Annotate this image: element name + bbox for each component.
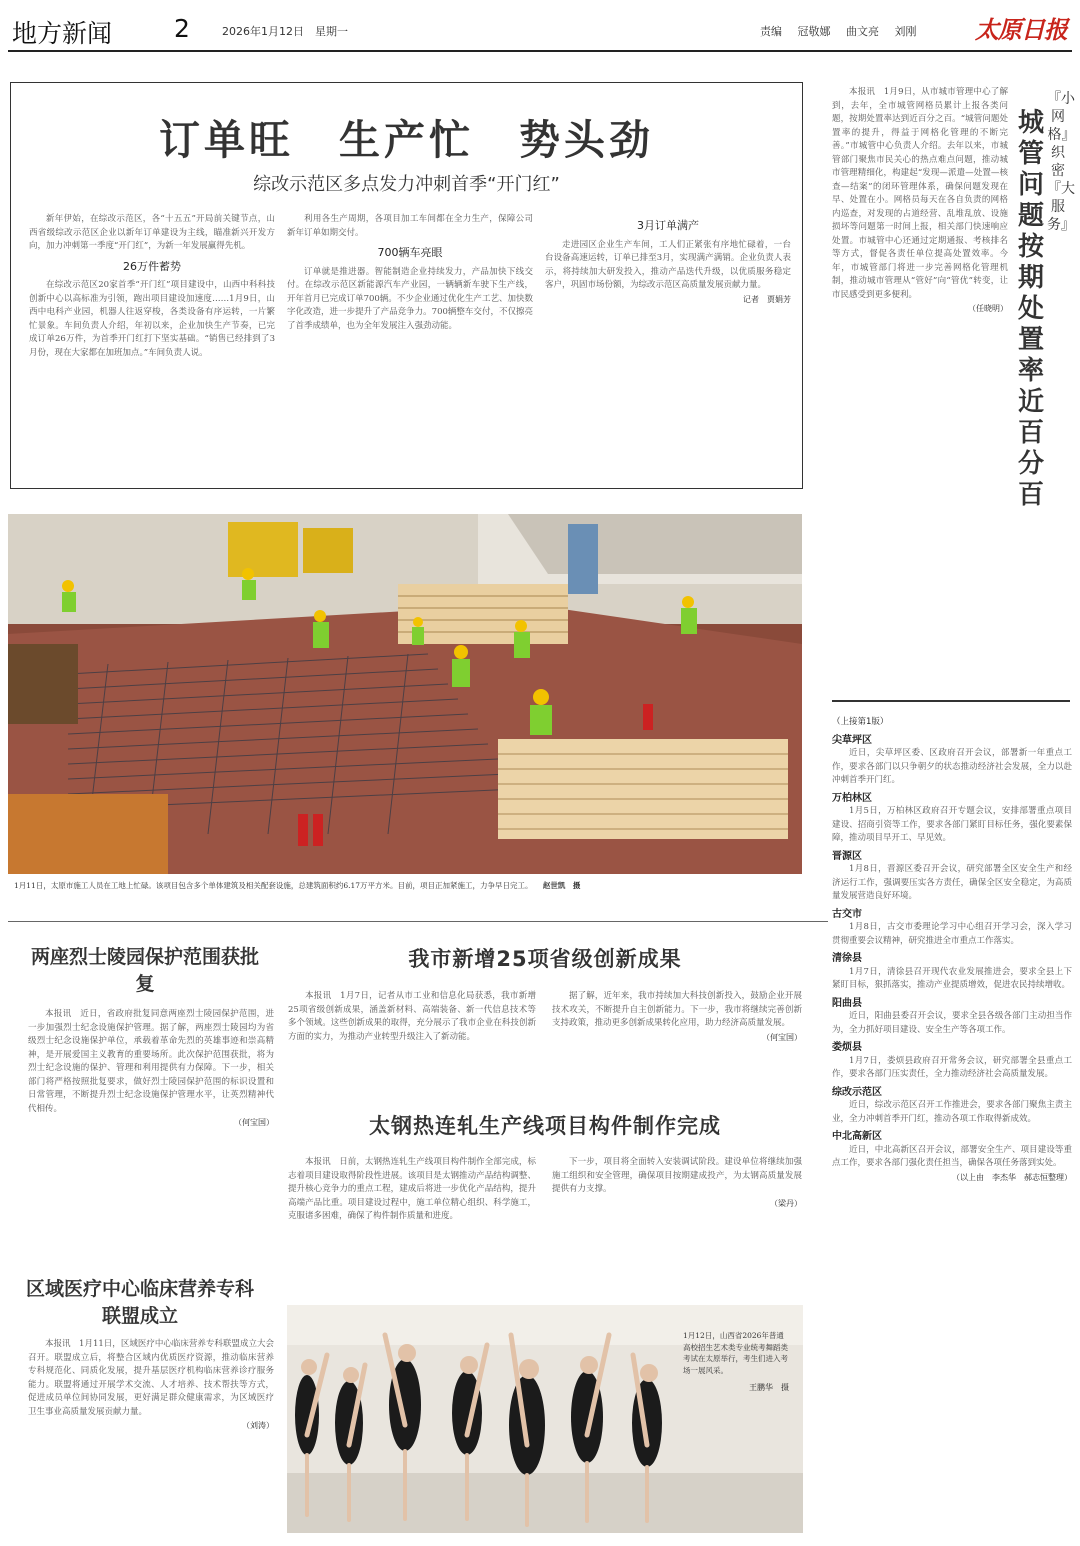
district-text: 1月8日，古交市委理论学习中心组召开学习会，深入学习贯彻重要会议精神，研究推进全市重点工作落实。 [832,922,1072,946]
lead-column-1 [29,213,275,483]
district-name: 中北高新区 [832,1131,882,1142]
district-text: 近日，尖草坪区委、区政府召开会议，部署新一年重点工作，要求各部门以只争朝夕的状态推动经济社会发展，全力以赴冲刺首季开门红。 [832,748,1072,785]
medical-alliance-headline[interactable]: 区域医疗中心临床营养专科联盟成立 [25,1278,254,1327]
district-name: 万柏林区 [832,792,872,804]
steel-project-column-1 [288,1156,536,1286]
urban-management-headline[interactable]: 城管问题按期处置率近百分百 [1017,108,1044,510]
lead-story [10,82,803,489]
district-item [832,997,1072,1038]
lead-subhead-3: 3月订单满产 [637,219,699,232]
district-text: 1月7日，清徐县召开现代农业发展推进会，要求全县上下紧盯目标，狠抓落实，推动产业提质增效，促进农民持续增收。 [832,966,1072,990]
innovation-body-2: 据了解，近年来，我市持续加大科技创新投入，鼓励企业开展技术攻关，不断提升自主创新能力。下一步，我市将继续完善创新支持政策，推动更多创新成果转化应用，助力经济高质量发展。 [552,991,802,1028]
right-column-divider [832,700,1070,702]
district-item [832,952,1072,993]
steel-project-body-2: 下一步，项目将全面转入安装调试阶段。建设单位将继续加强施工组织和安全管理，确保项目按期建成投产，为太钢高质量发展提供有力支撑。 [552,1157,802,1194]
innovation-column-1 [288,990,536,1090]
innovation-byline: （何宝国） [762,1032,802,1042]
steel-project-column-2 [552,1156,802,1286]
lead-intro: 新年伊始，在综改示范区，各“十五五”开局前关键节点，山西省级综改示范区企业以新年订单建设为主线，瞄准新兴开发方向，加力冲刺第一季度“开门红”，为新一年发展赢得先机。 [29,214,275,251]
district-name: 清徐县 [832,953,862,964]
innovation-headline[interactable]: 我市新增25项省级创新成果 [408,947,682,971]
district-name: 综改示范区 [832,1086,882,1098]
medical-alliance-story [28,1338,274,1534]
lead-column-2 [287,213,533,483]
urban-management-body: 本报讯 1月9日，从市城市管理中心了解到，去年，全市城管网格员累计上报各类问题，按期处置率达到近百分之百。“城管问题处置率的提升，得益于网格化管理的不断完善。”市城管中心负责人介绍。去年以来，市城管部门聚焦市民关心的热点难点问题，推动城市管理精细化，构建起“发现—派遣—处置—核查—结案”的闭环管理体系，确保问题发现在早、处置在小。网格员每天在各自负责的网格内巡查，对发现的占道经营、乱堆乱放、设施损坏等问题第一时间上报，相关部门快速响应处置。市城管中心还通过定期通报、考核排名等方式，督促各责任单位提高处置效率。今年，市城管部门将进一步完善网格化管理机制，推动城市管理从“管好”向“管优”转变，让市民感受到更多便利。 [832,87,1008,300]
district-text: 1月8日，晋源区委召开会议，研究部署全区安全生产和经济运行工作，强调要压实各方责任，确保全区安全稳定，为高质量发展营造良好环境。 [832,864,1072,901]
steel-project-headline[interactable]: 太钢热连轧生产线项目构件制作完成 [369,1114,721,1138]
construction-caption-text: 1月11日，太原市施工人员在工地上忙碌。该项目包含多个单体建筑及相关配套设施，总建筑面积约6.17万平方米。目前，项目正加紧施工，力争早日完工。 [14,881,533,890]
page-number: 2 [174,14,190,43]
lead-headline[interactable]: 订单旺 生产忙 势头劲 [159,116,654,164]
district-name: 阳曲县 [832,997,862,1009]
martyr-cemetery-headline[interactable]: 两座烈士陵园保护范围获批复 [30,946,259,995]
urban-management-byline: （任晓明） [968,304,1008,313]
construction-photo[interactable] [8,514,802,874]
district-name: 娄烦县 [832,1042,862,1053]
district-text: 近日，综改示范区召开工作推进会，要求各部门聚焦主责主业，全力冲刺首季开门红，推动各项工作取得新成效。 [832,1100,1072,1124]
page-header [0,0,1080,60]
district-name: 尖草坪区 [832,734,872,746]
district-name: 古交市 [832,908,862,920]
editor-credits: 责编 冠敬娜 曲文亮 刘刚 [760,25,917,38]
issue-date: 2026年1月12日 星期一 [222,25,348,38]
district-text: 近日，中北高新区召开会议，部署安全生产、项目建设等重点工作，要求各部门强化责任担当，确保各项任务落到实处。 [832,1144,1072,1168]
district-item [832,734,1072,788]
district-byline: （以上由 李杰华 郝志恒整理） [952,1172,1072,1182]
martyr-cemetery-story [28,1008,274,1262]
district-text: 近日，阳曲县委召开会议，要求全县各级各部门主动担当作为，全力抓好项目建设、安全生产等各项工作。 [832,1011,1072,1035]
dance-caption-text: 1月12日，山西省2026年普通高校招生艺术类专业统考舞蹈类考试在太原举行，考生们进入考场一展风采。 [683,1331,788,1375]
innovation-body-1: 本报讯 1月7日，记者从市工业和信息化局获悉，我市新增25项省级创新成果，涵盖新材料、高端装备、新一代信息技术等多个领域。这些创新成果的取得，充分展示了我市企业在科技创新方面的实力，为推动产业转型升级注入了新动能。 [288,991,536,1042]
section-divider [8,921,828,922]
lead-subhead-2: 700辆车亮眼 [377,246,443,259]
continued-note: （上接第1版） [832,717,889,727]
dance-photo-caption [683,1330,789,1394]
header-divider [8,50,1072,52]
newspaper-logo: 太原日报 [975,15,1067,44]
lead-body-2: 订单就是推进器。智能制造企业持续发力，产品加快下线交付。在综改示范区新能源汽车产业园，一辆辆新车驶下生产线，开年首月已完成订单700辆。不少企业通过优化生产工艺、加快数字化改造，进一步提升了产品竞争力。700辆整车交付，不仅擦亮了首季成绩单，也为全年发展注入强劲动能。 [287,266,533,331]
medical-alliance-byline: （刘涛） [242,1421,274,1430]
district-text: 1月7日，娄烦县政府召开常务会议，研究部署全县重点工作，要求各部门压实责任，全力推动经济社会高质量发展。 [832,1055,1072,1079]
district-item [832,1041,1072,1082]
steel-project-byline: （梁丹） [770,1198,802,1208]
lead-intro-2: 利用各生产周期，各项目加工车间都在全力生产，保障公司新年订单如期交付。 [287,214,533,238]
district-item [832,1130,1072,1171]
district-item [832,850,1072,904]
lead-body-3: 走进园区企业生产车间，工人们正紧张有序地忙碌着，一台台设备高速运转，订单已排至3月，实现满产满销。企业负责人表示，将持续加大研发投入，推动产品迭代升级，以优质服务稳定客户，巩固市场份额，为综改示范区高质量发展贡献力量。 [545,239,791,290]
lead-byline: 记者 贾娟芳 [743,294,791,304]
district-roundup [832,716,1072,1536]
medical-alliance-body: 本报讯 1月11日，区域医疗中心临床营养专科联盟成立大会召开。联盟成立后，将整合区域内优质医疗资源，推动临床营养专科规范化、同质化发展，提升基层医疗机构临床营养诊疗服务能力。联盟将通过开展学术交流、人才培养、技术帮扶等方式，促进成员单位间协同发展，更好满足群众健康需求，为区域医疗卫生事业高质量发展贡献力量。 [28,1339,274,1417]
district-item [832,1086,1072,1127]
district-item [832,908,1072,949]
steel-project-body-1: 本报讯 日前，太钢热连轧生产线项目构件制作全部完成，标志着项目建设取得阶段性进展。该项目是太钢推动产品结构调整、提升核心竞争力的重点工程，建成后将进一步优化产品结构，提升高端产品比重。项目建设过程中，施工单位精心组织、科学施工，克服诸多困难，确保了构件制作质量和进度。 [288,1157,536,1221]
lead-body-1: 在综改示范区20家首季“开门红”项目建设中，山西中科科技创新中心以高标准为引领，跑出项目建设加速度……1月9日，山西中电科产业园，机器人往返穿梭，各类设备有序运转，一片繁忙景象。车间负责人介绍，年初以来，企业加快生产节奏，已完成订单26万件，为首季开门红打下坚实基础。“销售已经排到了3月份，现在大家都在加班加点。”车间负责人说。 [29,280,275,358]
martyr-cemetery-byline: （何宝国） [234,1118,274,1127]
lead-subhead-1: 26万件蓄势 [123,259,181,273]
lead-column-3 [545,213,791,483]
lead-subheadline: 综改示范区多点发力冲刺首季“开门红” [253,174,560,195]
district-name: 晋源区 [832,850,862,862]
construction-scene-illustration [8,514,802,874]
urban-management-story [832,86,1008,668]
martyr-cemetery-body: 本报讯 近日，省政府批复同意两座烈士陵园保护范围，进一步加强烈士纪念设施保护管理。据了解，两座烈士陵园均为省级烈士纪念设施保护单位，承载着革命先烈的英雄事迹和崇高精神，是开展爱国主义教育的重要场所。此次保护范围获批，将为烈士纪念设施的保护、管理和利用提供有力保障。下一步，相关部门将严格按照批复要求，做好烈士陵园保护范围的标识设置和日常管理，不断提升烈士纪念设施保护管理水平，让英烈精神代代相传。 [28,1009,274,1114]
section-name: 地方新闻 [12,19,113,48]
column-tag: 『小网格』织密『大服务』 [1047,91,1075,233]
dance-photo-credit: 王鹏华 摄 [749,1383,789,1392]
construction-photo-caption [14,880,804,891]
innovation-column-2 [552,990,802,1090]
construction-photo-credit: 赵世凯 摄 [542,881,581,890]
district-item [832,792,1072,846]
district-text: 1月5日，万柏林区政府召开专题会议，安排部署重点项目建设、招商引资等工作，要求各部门紧盯目标任务，强化要素保障，推动项目早开工、早见效。 [832,806,1072,843]
